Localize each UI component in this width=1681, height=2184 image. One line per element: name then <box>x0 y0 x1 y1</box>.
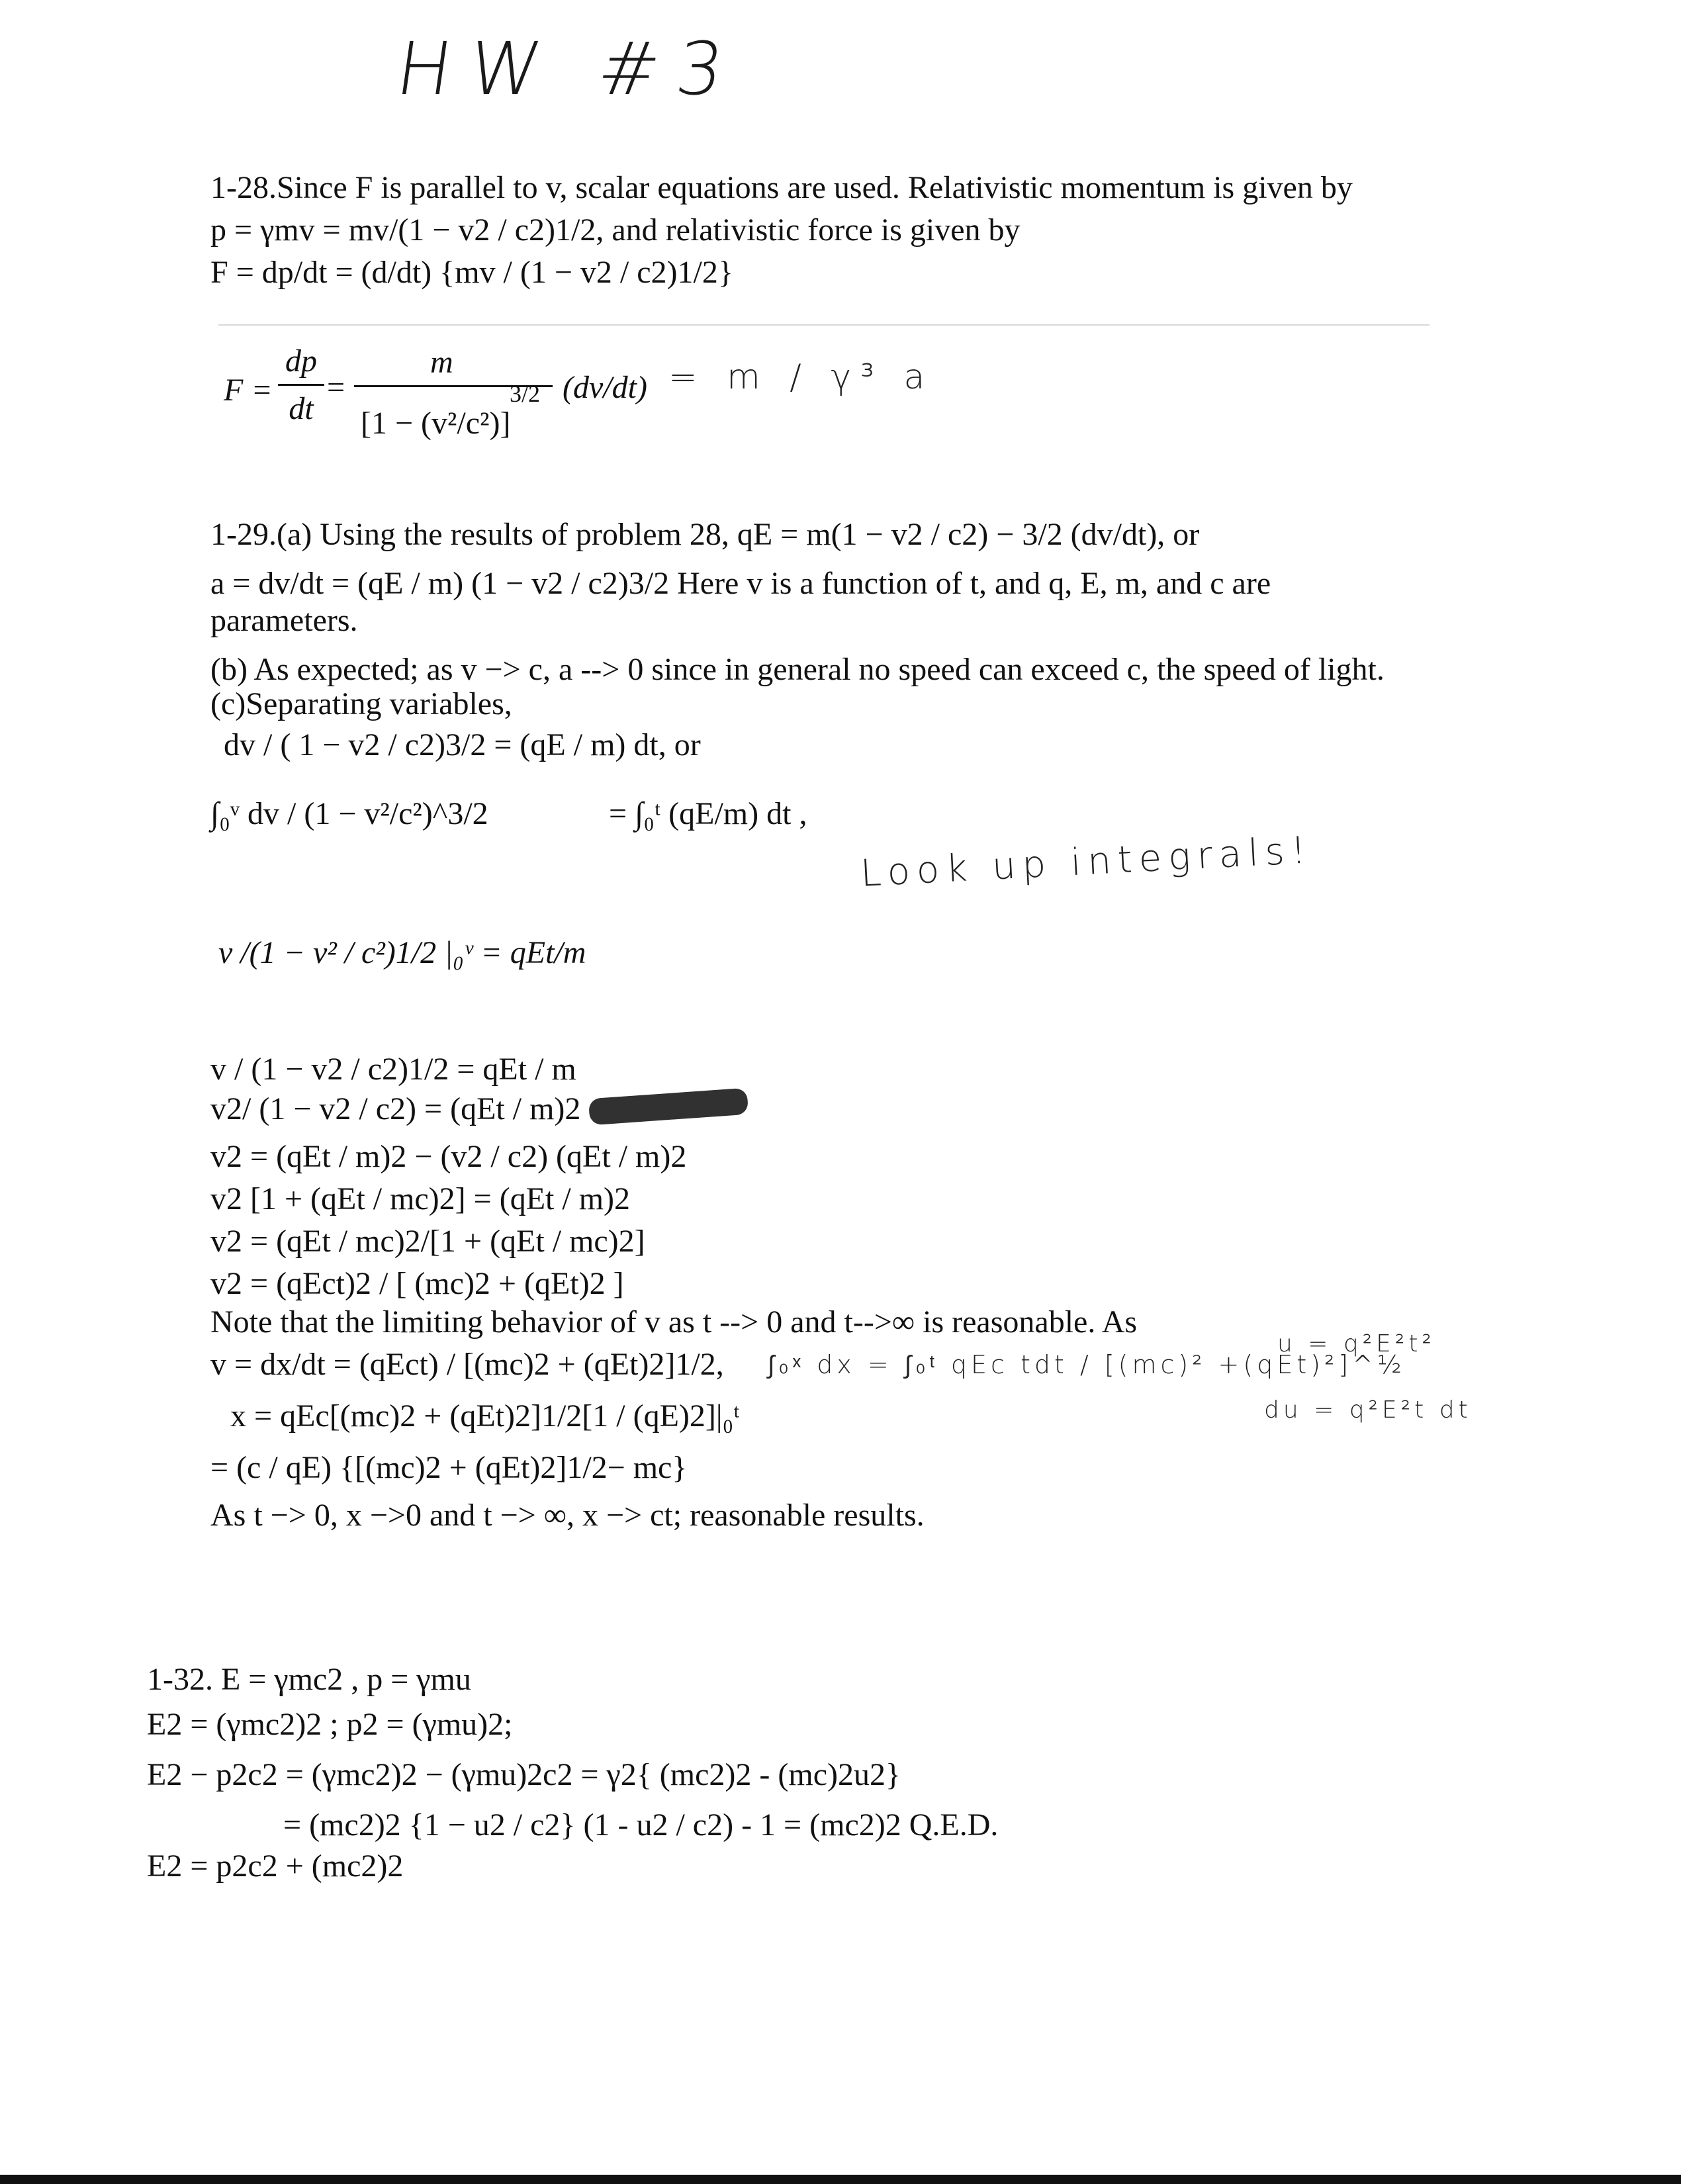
step-9: x = qEc[(mc)2 + (qEt)2]1/2[1 / (qE)2]|₀ᵗ <box>230 1398 740 1433</box>
p129-line-1: 1-29.(a) Using the results of problem 28, qE = m(1 − v2 / c2) − 3/2 (dv/dt), or <box>210 517 1200 552</box>
scribbled-out-text <box>588 1088 749 1126</box>
page-title: HW #3 <box>391 26 747 111</box>
scan-bottom-edge <box>0 2175 1681 2184</box>
integral-lhs: ∫₀ᵛ dv / (1 − v²/c²)^3/2 <box>210 796 488 831</box>
fraction-bar <box>278 384 324 386</box>
integral-result: v /(1 − v² / c²)1/2 |₀ᵛ = qEt/m <box>218 935 586 970</box>
equals-sign: = <box>327 370 345 405</box>
p128-line-1: 1-28.Since F is parallel to v, scalar equations are used. Relativistic momentum is given by <box>210 170 1353 205</box>
p129-line-6: dv / ( 1 − v2 / c2)3/2 = (qE / m) dt, or <box>224 727 701 762</box>
step-7: Note that the limiting behavior of v as t --> 0 and t-->∞ is reasonable. As <box>210 1304 1138 1340</box>
p132-line-4: = (mc2)2 {1 − u2 / c2} (1 - u2 / c2) - 1 = (mc2)2 Q.E.D. <box>283 1807 999 1843</box>
step-4: v2 [1 + (qEt / mc)2] = (qEt / m)2 <box>210 1181 631 1216</box>
integral-rhs: = ∫₀ᵗ (qE/m) dt , <box>609 796 807 831</box>
dp-numerator: dp <box>285 343 317 379</box>
p129-line-2: a = dv/dt = (qE / m) (1 − v2 / c2)3/2 Here v is a function of t, and q, E, m, and c are <box>210 566 1271 601</box>
step-10: = (c / qE) {[(mc)2 + (qEt)2]1/2− mc} <box>210 1450 688 1485</box>
force-equation-lhs: F = <box>224 373 273 408</box>
mass-numerator: m <box>430 345 453 380</box>
p128-line-3: F = dp/dt = (d/dt) {mv / (1 − v2 / c2)1/2} <box>210 255 733 290</box>
handwritten-gamma-result: = m / γ³ a <box>668 357 934 397</box>
p132-line-2: E2 = (γmc2)2 ; p2 = (γmu)2; <box>147 1707 513 1742</box>
step-1: v / (1 − v2 / c2)1/2 = qEt / m <box>210 1052 576 1087</box>
step-6: v2 = (qEct)2 / [ (mc)2 + (qEt)2 ] <box>210 1266 624 1301</box>
p129-line-5: (c)Separating variables, <box>210 686 512 721</box>
step-11: As t −> 0, x −>0 and t −> ∞, x −> ct; reasonable results. <box>210 1498 925 1533</box>
gamma-bracket: [1 − (v²/c²)] <box>361 406 511 441</box>
step-8: v = dx/dt = (qEct) / [(mc)2 + (qEt)2]1/2, <box>210 1347 724 1382</box>
handwritten-substitution-u: u = q²E²t² <box>1277 1330 1435 1357</box>
p128-line-2: p = γmv = mv/(1 − v2 / c2)1/2, and relativistic force is given by <box>210 212 1021 248</box>
step-3: v2 = (qEt / m)2 − (v2 / c2) (qEt / m)2 <box>210 1139 687 1174</box>
handwritten-note: Look up integrals! <box>859 829 1314 895</box>
handwritten-substitution-du: du = q²E²t dt <box>1264 1396 1472 1424</box>
exponent-three-halves: 3/2 <box>510 381 541 407</box>
p132-line-5: E2 = p2c2 + (mc2)2 <box>147 1848 404 1884</box>
p129-line-4: (b) As expected; as v −> c, a --> 0 since in general no speed can exceed c, the speed of light. <box>210 652 1385 687</box>
handwritten-integral: ∫₀ˣ dx = ∫₀ᵗ qEc tdt / [(mc)² +(qEt)²]^½ <box>768 1350 1406 1379</box>
separator-line <box>218 324 1430 326</box>
dt-denominator: dt <box>289 391 314 426</box>
step-5: v2 = (qEt / mc)2/[1 + (qEt / mc)2] <box>210 1224 645 1259</box>
p132-line-1: 1-32. E = γmc2 , p = γmu <box>147 1662 471 1697</box>
dv-dt-term: (dv/dt) <box>563 370 647 405</box>
p129-line-3: parameters. <box>210 603 358 638</box>
p132-line-3: E2 − p2c2 = (γmc2)2 − (γmu)2c2 = γ2{ (mc2)2 - (mc)2u2} <box>147 1757 901 1792</box>
step-2: v2/ (1 − v2 / c2) = (qEt / m)2 <box>210 1091 581 1126</box>
